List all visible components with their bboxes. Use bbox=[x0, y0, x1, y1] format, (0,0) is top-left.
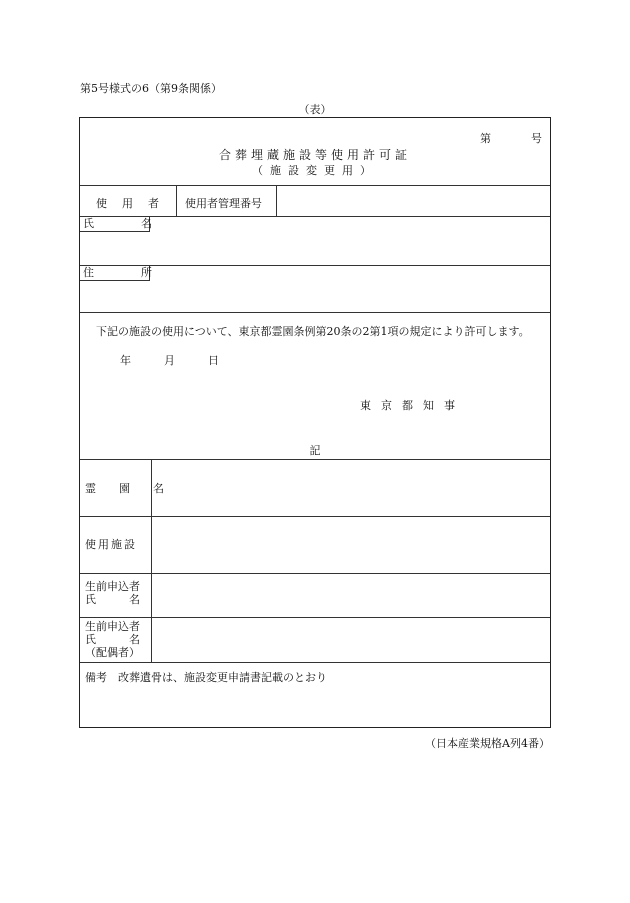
divider-permit-top bbox=[80, 312, 550, 313]
facility-field[interactable] bbox=[155, 519, 545, 571]
number-dai: 第 bbox=[480, 132, 491, 145]
divider-user-top bbox=[80, 185, 550, 186]
address-label: 住 所 bbox=[80, 265, 150, 281]
applicant-name-field[interactable] bbox=[155, 576, 545, 614]
paper-size-note: （日本産業規格A列4番） bbox=[425, 737, 550, 750]
name-field[interactable] bbox=[155, 218, 545, 264]
remarks: 備考 改葬遺骨は、施設変更申請書記載のとおり bbox=[85, 671, 327, 684]
certificate-subtitle: （施設変更用） bbox=[252, 164, 378, 177]
number-go: 号 bbox=[531, 132, 542, 145]
issuer-governor: 東京都知事 bbox=[360, 399, 465, 412]
certificate-number bbox=[480, 130, 542, 146]
applicant-label bbox=[85, 580, 140, 606]
name-label: 氏 名 bbox=[80, 216, 150, 232]
spouse-name-field[interactable] bbox=[155, 620, 545, 658]
spouse-label-line1: 生前申込者 bbox=[85, 620, 140, 633]
certificate-title: 合葬埋蔵施設等使用許可証 bbox=[218, 148, 411, 162]
certificate-frame bbox=[79, 117, 551, 728]
permit-statement: 下記の施設の使用について、東京都霊園条例第20条の2第1項の規定により許可します。 bbox=[96, 325, 530, 338]
divider-applicant-top bbox=[80, 573, 550, 574]
facility-label: 使用施設 bbox=[85, 538, 137, 551]
address-field[interactable] bbox=[155, 267, 545, 311]
ki-heading: 記 bbox=[309, 444, 321, 457]
cemetery-name-field[interactable] bbox=[155, 462, 545, 514]
issue-date: 年 月 日 bbox=[120, 354, 219, 367]
cemetery-name-label: 霊 園 名 bbox=[85, 482, 170, 495]
form-number: 第5号様式の6（第9条関係） bbox=[80, 82, 222, 95]
divider-spouse-top bbox=[80, 617, 550, 618]
applicant-label-line1: 生前申込者 bbox=[85, 580, 140, 593]
spouse-label bbox=[85, 620, 140, 659]
divider-user-mid bbox=[176, 185, 177, 216]
divider-facility-top bbox=[80, 516, 550, 517]
user-label: 使 用 者 bbox=[96, 197, 161, 210]
manager-number-field[interactable] bbox=[280, 188, 545, 212]
divider-remarks-top bbox=[80, 662, 550, 663]
side-label: （表） bbox=[298, 103, 332, 116]
spouse-label-line2: 氏 名 bbox=[85, 633, 140, 646]
manager-number-label: 使用者管理番号 bbox=[185, 197, 262, 210]
applicant-label-line2: 氏 名 bbox=[85, 593, 140, 606]
spouse-label-line3: （配偶者） bbox=[85, 646, 140, 659]
divider-manager-no bbox=[276, 185, 277, 216]
